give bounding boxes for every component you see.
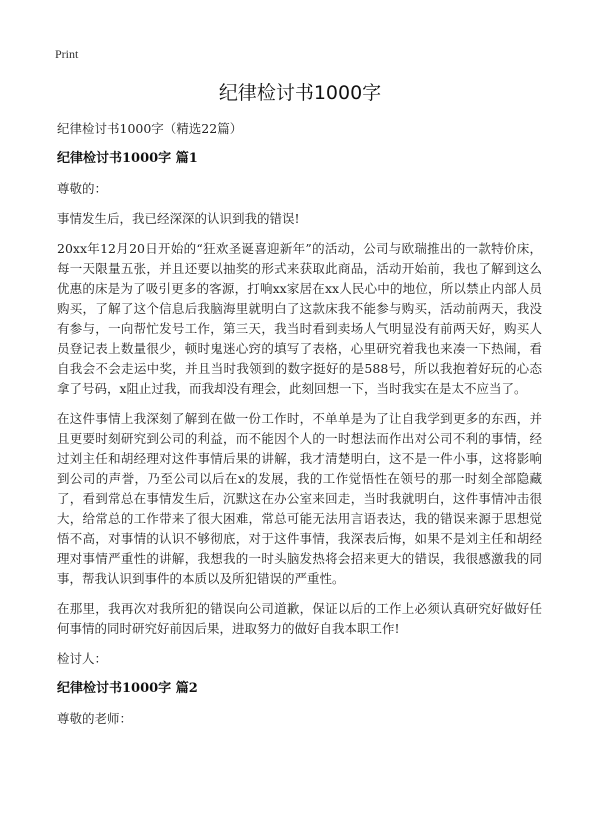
section-1-paragraph-3: 在这件事情上我深刻了解到在做一份工作时，不单单是为了让自我学到更多的东西，并且更要时刻研究到公司的利益，而不能因个人的一时想法而作出对公司不利的事情，经过刘主任和胡经理对这件事情后果的讲解，我才清楚明白，这不是一件小事，这将影响到公司的声誉，乃至公司以后在x的发展，我的工作觉悟性在领号的那一时刻全部隐藏了，看到常总在事情发生后，沉默这在办公室来回走，当时我就明白，这件事情冲击很大，给常总的工作带来了很大困难，常总可能无法用言语表达，我的错误来源于思想觉悟不高，对事情的认识不够彻底，对于这件事情，我深表后悔，如果不是刘主任和胡经理对事情严重性的讲解，我想我的一时头脑发热将会招来更大的错误，我很感激我的同事，帮我认识到事件的本质以及所犯错误的严重性。 [57, 411, 542, 586]
section-heading-1: 纪律检讨书1000字 篇1 [57, 151, 198, 166]
section-1-greeting: 尊敬的： [57, 181, 108, 196]
section-heading-2: 纪律检讨书1000字 篇2 [57, 681, 198, 696]
section-2-greeting: 尊敬的老师： [57, 711, 133, 726]
document-body [57, 119, 542, 739]
document-subtitle: 纪律检讨书1000字（精选22篇） [57, 121, 243, 136]
document-title: 纪律检讨书1000字 [218, 82, 382, 104]
section-1-paragraph-2: 20xx年12月20日开始的“狂欢圣诞喜迎新年”的活动，公司与欧瑞推出的一款特价床，每一天限量五张，并且还要以抽奖的形式来获取此商品，活动开始前，我也了解到这么优惠的床是为了吸引更多的客源，打响xx家居在xx人民心中的地位，所以禁止内部人员购买，了解了这个信息后我脑海里就明白了这款床我不能参与购买，活动前两天，我没有参与，一向帮忙发号工作，第三天，我当时看到卖场人气明显没有前两天好，购买人员登记表上数量很少，顿时鬼迷心窍的填写了表格，心里研究着我也来凑一下热闹，看自我会不会走运中奖，并且当时我领到的数字挺好的是588号，所以我抱着好玩的心态拿了号码，x阻止过我，而我却没有理会，此刻回想一下，当时我实在是太不应当了。 [57, 241, 542, 396]
section-1-paragraph-1: 事情发生后，我已经深深的认识到我的错误! [57, 211, 300, 226]
section-1-paragraph-4: 在那里，我再次对我所犯的错误向公司道歉，保证以后的工作上必须认真研究好做好任何事情的同时研究好前因后果，进取努力的做好自我本职工作! [57, 601, 542, 636]
print-link[interactable]: Print [55, 47, 79, 61]
section-1-signature: 检讨人： [57, 651, 108, 666]
